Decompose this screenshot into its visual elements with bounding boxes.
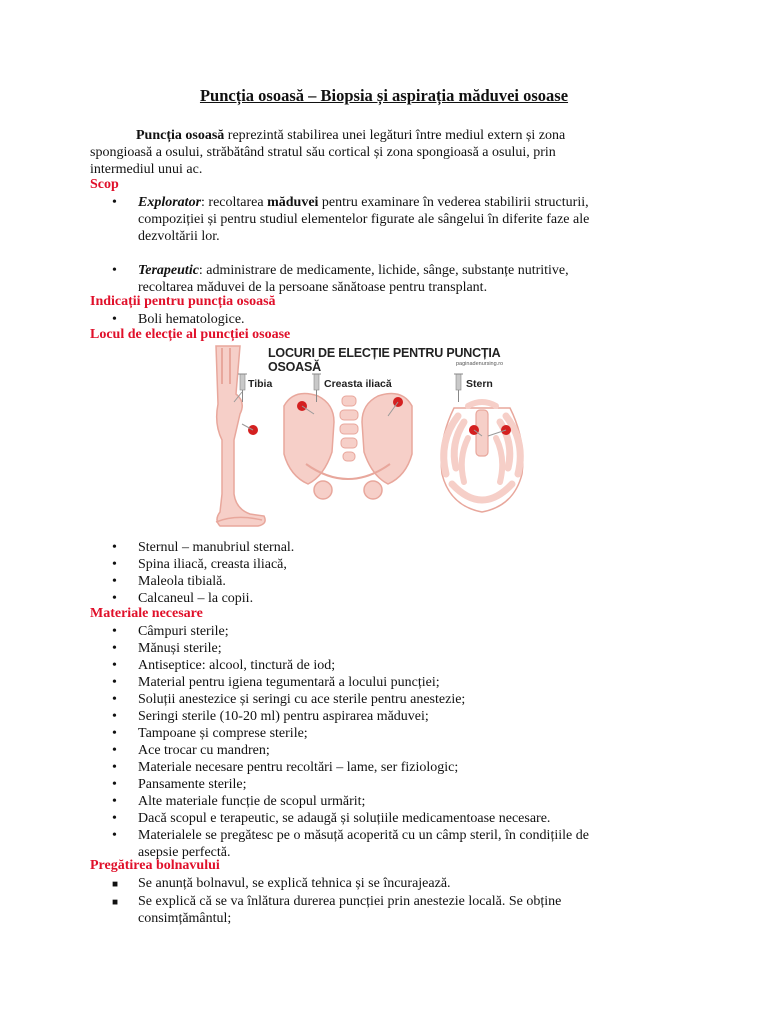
bullet-dot-icon: •: [112, 263, 117, 278]
list-item-explorator: [112, 194, 652, 245]
ribcage-drawing: [441, 402, 523, 512]
explorator-line-2: compoziției și pentru studiul elementelor figurate ale sângelui în diferite faze ale: [138, 212, 590, 227]
list-item-text: Câmpuri sterile;: [138, 624, 229, 639]
list-item-text: Spina iliacă, creasta iliacă,: [138, 557, 287, 572]
section-heading-materiale: Materiale necesare: [90, 606, 203, 621]
bullet-dot-icon: •: [112, 743, 117, 758]
list-item-text: Maleola tibială.: [138, 574, 226, 589]
puncture-sites-figure: [206, 344, 536, 530]
section-heading-pregatirea: Pregătirea bolnavului: [90, 858, 220, 873]
list-item: [112, 742, 652, 759]
list-item: [112, 657, 652, 674]
intro-line-2: spongioasă a osului, străbătând stratul său cortical și zona spongioasă a osului, prin: [90, 145, 556, 160]
list-item-text: Antiseptice: alcool, tinctură de iod;: [138, 658, 336, 673]
bullet-dot-icon: •: [112, 624, 117, 639]
list-item: [112, 539, 652, 556]
bullet-dot-icon: •: [112, 777, 117, 792]
page-title: Puncția osoasă – Biopsia și aspirația măduvei osoase: [199, 86, 569, 105]
list-item-text: Calcaneul – la copii.: [138, 591, 254, 606]
intro-line-3: intermediul unui ac.: [90, 162, 203, 177]
list-item-text: Soluții anestezice și seringi cu ace sterile pentru anestezie;: [138, 692, 466, 707]
list-item: [112, 759, 652, 776]
bullet-dot-icon: •: [112, 312, 117, 327]
list-item-text-cont: asepsie perfectă.: [138, 845, 231, 860]
square-bullet-icon: ■: [112, 897, 119, 908]
list-item-text: Pansamente sterile;: [138, 777, 247, 792]
list-item: [112, 573, 652, 590]
list-item: [112, 590, 652, 607]
list-item: [112, 793, 652, 810]
terapeutic-line-1: : administrare de medicamente, lichide, sânge, substanțe nutritive,: [198, 263, 569, 278]
bullet-dot-icon: •: [112, 195, 117, 210]
list-item: [112, 827, 652, 861]
list-item-text: Se anunță bolnavul, se explică tehnica și se încurajează.: [138, 876, 451, 891]
intro-bold-term: Puncția osoasă: [136, 128, 225, 143]
list-item-text: Materialele se pregătesc pe o măsuță acoperită cu un câmp steril, în condițiile de: [138, 828, 589, 843]
bullet-dot-icon: •: [112, 675, 117, 690]
bullet-dot-icon: •: [112, 811, 117, 826]
label-stern: Stern: [466, 378, 493, 390]
list-item-text: Sternul – manubriul sternal.: [138, 540, 295, 555]
explorator-label: Explorator: [138, 195, 202, 210]
leg-tibia-drawing: [216, 346, 265, 526]
list-item: [112, 776, 652, 793]
list-item: [112, 708, 652, 725]
bullet-dot-icon: •: [112, 726, 117, 741]
section-heading-scop: Scop: [90, 177, 119, 192]
list-item-text: Se explică că se va înlătura durerea puncției prin anestezie locală. Se obține: [138, 894, 562, 909]
list-item: [112, 640, 652, 657]
bullet-dot-icon: •: [112, 540, 117, 555]
bullet-dot-icon: •: [112, 709, 117, 724]
list-item: [112, 725, 652, 742]
bullet-dot-icon: •: [112, 658, 117, 673]
explorator-line-3: dezvoltării lor.: [138, 229, 220, 244]
bullet-dot-icon: •: [112, 760, 117, 775]
intro-line-1: reprezintă stabilirea unei legături între mediul extern și zona: [224, 128, 566, 143]
list-item: [112, 893, 652, 927]
square-bullet-icon: ■: [112, 879, 119, 890]
list-item: [112, 311, 652, 328]
list-item-text: Materiale necesare pentru recoltări – lame, ser fiziologic;: [138, 760, 459, 775]
list-item-text: Ace trocar cu mandren;: [138, 743, 270, 758]
list-item-text: Material pentru igiena tegumentară a locului puncției;: [138, 675, 440, 690]
list-item: [112, 810, 652, 827]
list-item-text: Alte materiale funcție de scopul urmărit;: [138, 794, 366, 809]
list-item-terapeutic: [112, 262, 652, 296]
list-item-text: Seringi sterile (10-20 ml) pentru aspirarea măduvei;: [138, 709, 429, 724]
list-item: [112, 875, 652, 892]
explorator-post: pentru examinare în vederea stabilirii structurii,: [318, 195, 589, 210]
figure-title: LOCURI DE ELECȚIE PENTRU PUNCȚIA OSOASĂ: [268, 346, 501, 374]
list-item: [112, 674, 652, 691]
bullet-dot-icon: •: [112, 557, 117, 572]
list-item-text: Mănuși sterile;: [138, 641, 222, 656]
bullet-dot-icon: •: [112, 794, 117, 809]
list-item: [112, 623, 652, 640]
label-tibia: Tibia: [248, 378, 273, 390]
anatomy-illustration: [206, 344, 536, 530]
terapeutic-line-2: recoltarea măduvei de la persoane sănătoase pentru transplant.: [138, 280, 488, 295]
explorator-pre: : recoltarea: [201, 195, 268, 210]
list-item-text-cont: consimțământul;: [138, 911, 232, 926]
list-item: [112, 691, 652, 708]
intro-paragraph: [90, 127, 650, 178]
bullet-dot-icon: •: [112, 574, 117, 589]
bullet-dot-icon: •: [112, 828, 117, 843]
terapeutic-label: Terapeutic: [138, 263, 199, 278]
list-item-text: Boli hematologice.: [138, 312, 245, 327]
bullet-dot-icon: •: [112, 641, 117, 656]
figure-source: paginadenursing.ro: [456, 361, 504, 367]
list-item-text: Tampoane și comprese sterile;: [138, 726, 308, 741]
section-heading-indicatii: Indicații pentru puncția osoasă: [90, 294, 276, 309]
syringe-icon: [454, 374, 463, 402]
bullet-dot-icon: •: [112, 591, 117, 606]
list-item: [112, 556, 652, 573]
section-heading-locul: Locul de elecție al puncției osoase: [90, 327, 291, 342]
label-creasta-iliaca: Creasta iliacă: [324, 378, 392, 390]
list-item-text: Dacă scopul e terapeutic, se adaugă și soluțiile medicamentoase necesare.: [138, 811, 551, 826]
bullet-dot-icon: •: [112, 692, 117, 707]
explorator-bold: măduvei: [267, 195, 319, 210]
